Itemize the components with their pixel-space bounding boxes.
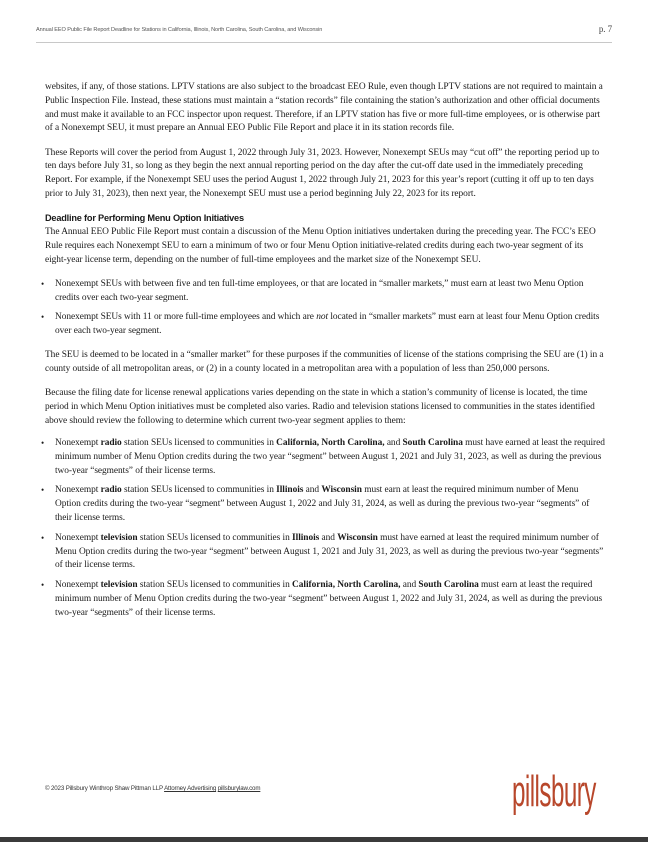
list-item: • Nonexempt radio station SEUs licensed to communities in Illinois and Wisconsin must earn at least the required minimum number of Menu Option credits during the two-year “segment” between August 1, 2022 and July 31, 2024, as well as during the previous two-year “segments” of their license terms. bbox=[45, 484, 605, 525]
copyright-text: © 2023 Pillsbury Winthrop Shaw Pittman LLP bbox=[45, 785, 163, 792]
bottom-bar bbox=[0, 837, 648, 842]
document-body bbox=[45, 81, 605, 631]
running-title: Annual EEO Public File Report Deadline for Stations in California, Illinois, North Carolina, South Carolina, and Wisconsin bbox=[36, 27, 323, 33]
footer bbox=[45, 785, 260, 792]
paragraph-lptv: websites, if any, of those stations. LPTV stations are also subject to the broadcast EEO Rule, even though LPTV stations are not required to maintain a Public Inspection File. Instead, these stations must maintain a “station records” file containing the station’s authorization and other official documents and must make it available to an FCC inspector upon request. Therefore, if an LPTV station has five or more full-time employees, or is otherwise part of a Nonexempt SEU, it must prepare an Annual EEO Public File Report and place it in its station records file. bbox=[45, 82, 603, 134]
running-header bbox=[36, 24, 612, 34]
list-item: • Nonexempt television station SEUs licensed to communities in California, North Carolina, and South Carolina must earn at least the required minimum number of Menu Option credits during the two-year “segment” between August 1, 2022 and July 31, 2024, as well as during the previous two-year “segments” of their license terms. bbox=[45, 579, 605, 620]
paragraph-filing-date: Because the filing date for license renewal applications varies depending on the state in which a station’s community of license is located, the time period in which Menu Option initiatives must be completed also varies. Radio and television stations licensed to communities in the states identified above should review the following to determine which current two-year segment applies to them: bbox=[45, 388, 595, 426]
list-item: • Nonexempt SEUs with between five and ten full-time employees, or that are located in “smaller markets,” must earn at least two Menu Option credits over each two-year segment. bbox=[45, 278, 605, 306]
credit-requirements-list bbox=[45, 278, 605, 339]
list-item: • Nonexempt television station SEUs licensed to communities in Illinois and Wisconsin must have earned at least the required minimum number of Menu Option credits during the two-year “segment” between August 1, 2021 and July 31, 2023, as well as during the previous two-year “segments” of their license terms. bbox=[45, 532, 605, 573]
paragraph-menu-options: The Annual EEO Public File Report must contain a discussion of the Menu Option initiatives undertaken during the preceding year. The FCC’s EEO Rule requires each Nonexempt SEU to earn a minimum of two or four Menu Option initiative-related credits during each two-year segment of its eight-year license term, depending on the number of full-time employees and the market size of the Nonexempt SEU. bbox=[45, 226, 596, 265]
list-item: • Nonexempt radio station SEUs licensed to communities in California, North Carolina, and South Carolina must have earned at least the required minimum number of Menu Option credits during the two year “segment” between August 1, 2021 and July 31, 2023, as well as during the previous two-year “segments” of their license terms. bbox=[45, 437, 605, 478]
pillsbury-logo: pillsbury bbox=[512, 767, 596, 816]
list-item: • Nonexempt SEUs with 11 or more full-time employees and which are not located in “smaller markets” must earn at least four Menu Option credits over each two-year segment. bbox=[45, 311, 605, 339]
website-link[interactable]: pillsburylaw.com bbox=[217, 785, 261, 792]
page-number: p. 7 bbox=[598, 24, 612, 34]
paragraph-smaller-market: The SEU is deemed to be located in a “smaller market” for these purposes if the communities of license of the stations comprising the SEU are (1) in a county outside of all metropolitan areas, or (2) in a county located in a metropolitan area with a population of less than 250,000 persons. bbox=[45, 350, 604, 374]
segment-list bbox=[45, 437, 605, 621]
attorney-advertising-link[interactable]: Attorney Advertising bbox=[164, 785, 217, 792]
section-heading: Deadline for Performing Menu Option Initiatives bbox=[45, 213, 244, 224]
paragraph-reporting-period: These Reports will cover the period from August 1, 2022 through July 31, 2023. However, Nonexempt SEUs may “cut off” the reporting period up to ten days before July 31, so long as they begin the next annual reporting period on the day after the cut-off date used in the immediately preceding Report. For example, if the Nonexempt SEU uses the period August 1, 2022 through July 21, 2023 for this year’s report (cutting it off up to ten days prior to July 31, 2023), then next year, the Nonexempt SEU must use a period beginning July 22, 2023 for its report. bbox=[45, 147, 600, 200]
header-divider bbox=[36, 42, 612, 43]
